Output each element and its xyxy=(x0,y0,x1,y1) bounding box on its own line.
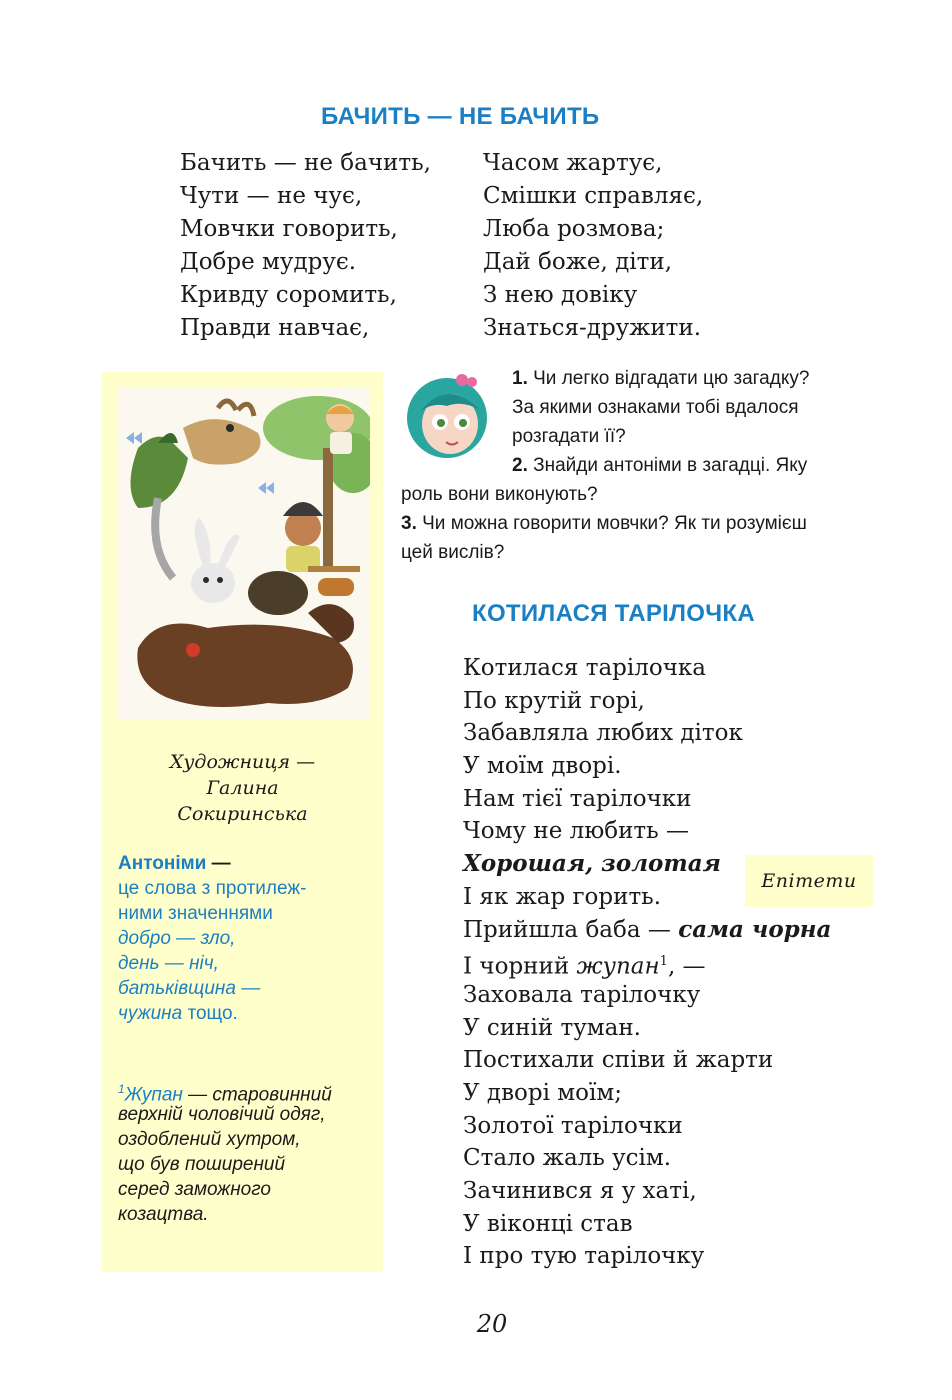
poem-line: Котилася тарілочка xyxy=(463,655,706,681)
question-text: За якими ознаками тобі вдалося xyxy=(512,397,799,418)
riddle-line: Смішки справляє, xyxy=(483,183,704,209)
antonyms-example: батьківщина — xyxy=(118,978,261,999)
illustration-drawing xyxy=(118,388,370,720)
antonyms-term: Антоніми xyxy=(118,853,207,874)
poem-title: КОТИЛАСЯ ТАРІЛОЧКА xyxy=(472,600,755,627)
riddle-left-column xyxy=(180,147,431,345)
character-avatar xyxy=(402,372,492,460)
antonyms-example: день — ніч, xyxy=(118,953,219,974)
poem-line: У моїм дворі. xyxy=(463,753,622,780)
poem-line xyxy=(463,914,831,947)
credit-line: Сокиринська xyxy=(177,803,308,825)
credit-line: Галина xyxy=(206,777,279,799)
poem-line: У віконці став xyxy=(463,1210,633,1237)
antonyms-dash: — xyxy=(206,853,231,874)
riddle-line: Бачить — не бачить, xyxy=(180,150,431,176)
poem-footnoted-word: жупан xyxy=(576,953,660,980)
illustration-credit xyxy=(102,749,383,827)
question-text: Знайди антоніми в загадці. Яку xyxy=(533,455,808,476)
poem-line-epithet: Хорошая, золотая xyxy=(463,850,721,878)
poem-body xyxy=(463,652,831,1273)
question-text: Чи легко відгадати цю загадку? xyxy=(533,368,810,389)
riddle-line: Дай боже, діти, xyxy=(483,249,673,275)
footnote-term: Жупан xyxy=(124,1084,183,1106)
riddle-line: Часом жартує, xyxy=(483,150,663,176)
poem-line: У дворі моїм; xyxy=(463,1079,623,1106)
footnote-line: верхній чоловічий одяг, xyxy=(118,1104,326,1125)
poem-line: Нам тієї тарілочки xyxy=(463,785,692,812)
riddle-right-column xyxy=(483,147,703,345)
question-text: розгадати її? xyxy=(512,426,626,447)
riddle-line: Знаться-дружити. xyxy=(483,315,702,341)
riddle-title: БАЧИТЬ — НЕ БАЧИТЬ xyxy=(321,103,600,130)
poem-line: Золотої тарілочки xyxy=(463,1112,683,1139)
poem-text: Прийшла баба — xyxy=(463,916,679,943)
question-number: 1. xyxy=(512,368,528,389)
antonyms-tail: тощо. xyxy=(182,1003,238,1024)
riddle-line: Правди навчає, xyxy=(180,315,370,341)
footnote-mark: 1 xyxy=(118,1082,125,1096)
question-number: 3. xyxy=(401,513,417,534)
poem-text: , — xyxy=(667,953,706,980)
poem-line: І про тую тарілочку xyxy=(463,1243,705,1270)
footnote-dash: — старовинний xyxy=(182,1084,332,1106)
illustration-image xyxy=(118,388,370,720)
riddle-line: Чути — не чує, xyxy=(180,183,363,209)
footnote-line: серед заможного xyxy=(118,1179,271,1200)
footnote-line: що був поширений xyxy=(118,1154,286,1175)
poem-line: І як жар горить. xyxy=(463,883,662,910)
question-text: роль вони виконують? xyxy=(401,484,598,505)
riddle-line: Люба розмова; xyxy=(483,216,665,242)
questions-block-bottom xyxy=(401,480,807,567)
question-text: цей вислів? xyxy=(401,542,505,563)
poem-text: І чорний xyxy=(463,953,577,980)
girl-face-icon xyxy=(402,372,492,460)
footnote xyxy=(118,1077,332,1227)
poem-line: Чому не любить — xyxy=(463,818,689,845)
antonyms-text: це слова з протилеж- xyxy=(118,878,307,899)
antonyms-example: чужина xyxy=(118,1003,183,1024)
epithet-note: Епітети xyxy=(745,855,873,907)
antonyms-example: добро — зло, xyxy=(118,928,236,949)
footnote-line: оздоблений хутром, xyxy=(118,1129,301,1150)
poem-line: У синій туман. xyxy=(463,1014,641,1041)
poem-epithet: сама чорна xyxy=(678,915,832,943)
poem-line: Забавляла любих діток xyxy=(463,720,743,747)
poem-line: По крутій горі, xyxy=(463,687,645,714)
footnote-line: козацтва. xyxy=(118,1204,209,1225)
riddle-line: Мовчки говорить, xyxy=(180,216,398,242)
poem-line: Стало жаль усім. xyxy=(463,1145,672,1172)
antonyms-definition xyxy=(118,851,306,1026)
poem-line xyxy=(463,946,831,979)
questions-block-top xyxy=(512,364,809,480)
credit-line: Художниця — xyxy=(169,751,316,773)
question-text: Чи можна говорити мовчки? Як ти розумієш xyxy=(422,513,807,534)
page-number: 20 xyxy=(476,1310,508,1338)
question-number: 2. xyxy=(512,455,528,476)
poem-line: Зачинився я у хаті, xyxy=(463,1178,697,1204)
poem-line: Постихали співи й жарти xyxy=(463,1047,774,1074)
riddle-line: Добре мудрує. xyxy=(180,249,357,275)
poem-footnote-mark: 1 xyxy=(659,954,668,970)
antonyms-text: ними значеннями xyxy=(118,903,273,924)
riddle-line: Кривду соромить, xyxy=(180,282,397,308)
poem-line: Заховала тарілочку xyxy=(463,981,701,1008)
riddle-line: З нею довіку xyxy=(483,282,638,308)
